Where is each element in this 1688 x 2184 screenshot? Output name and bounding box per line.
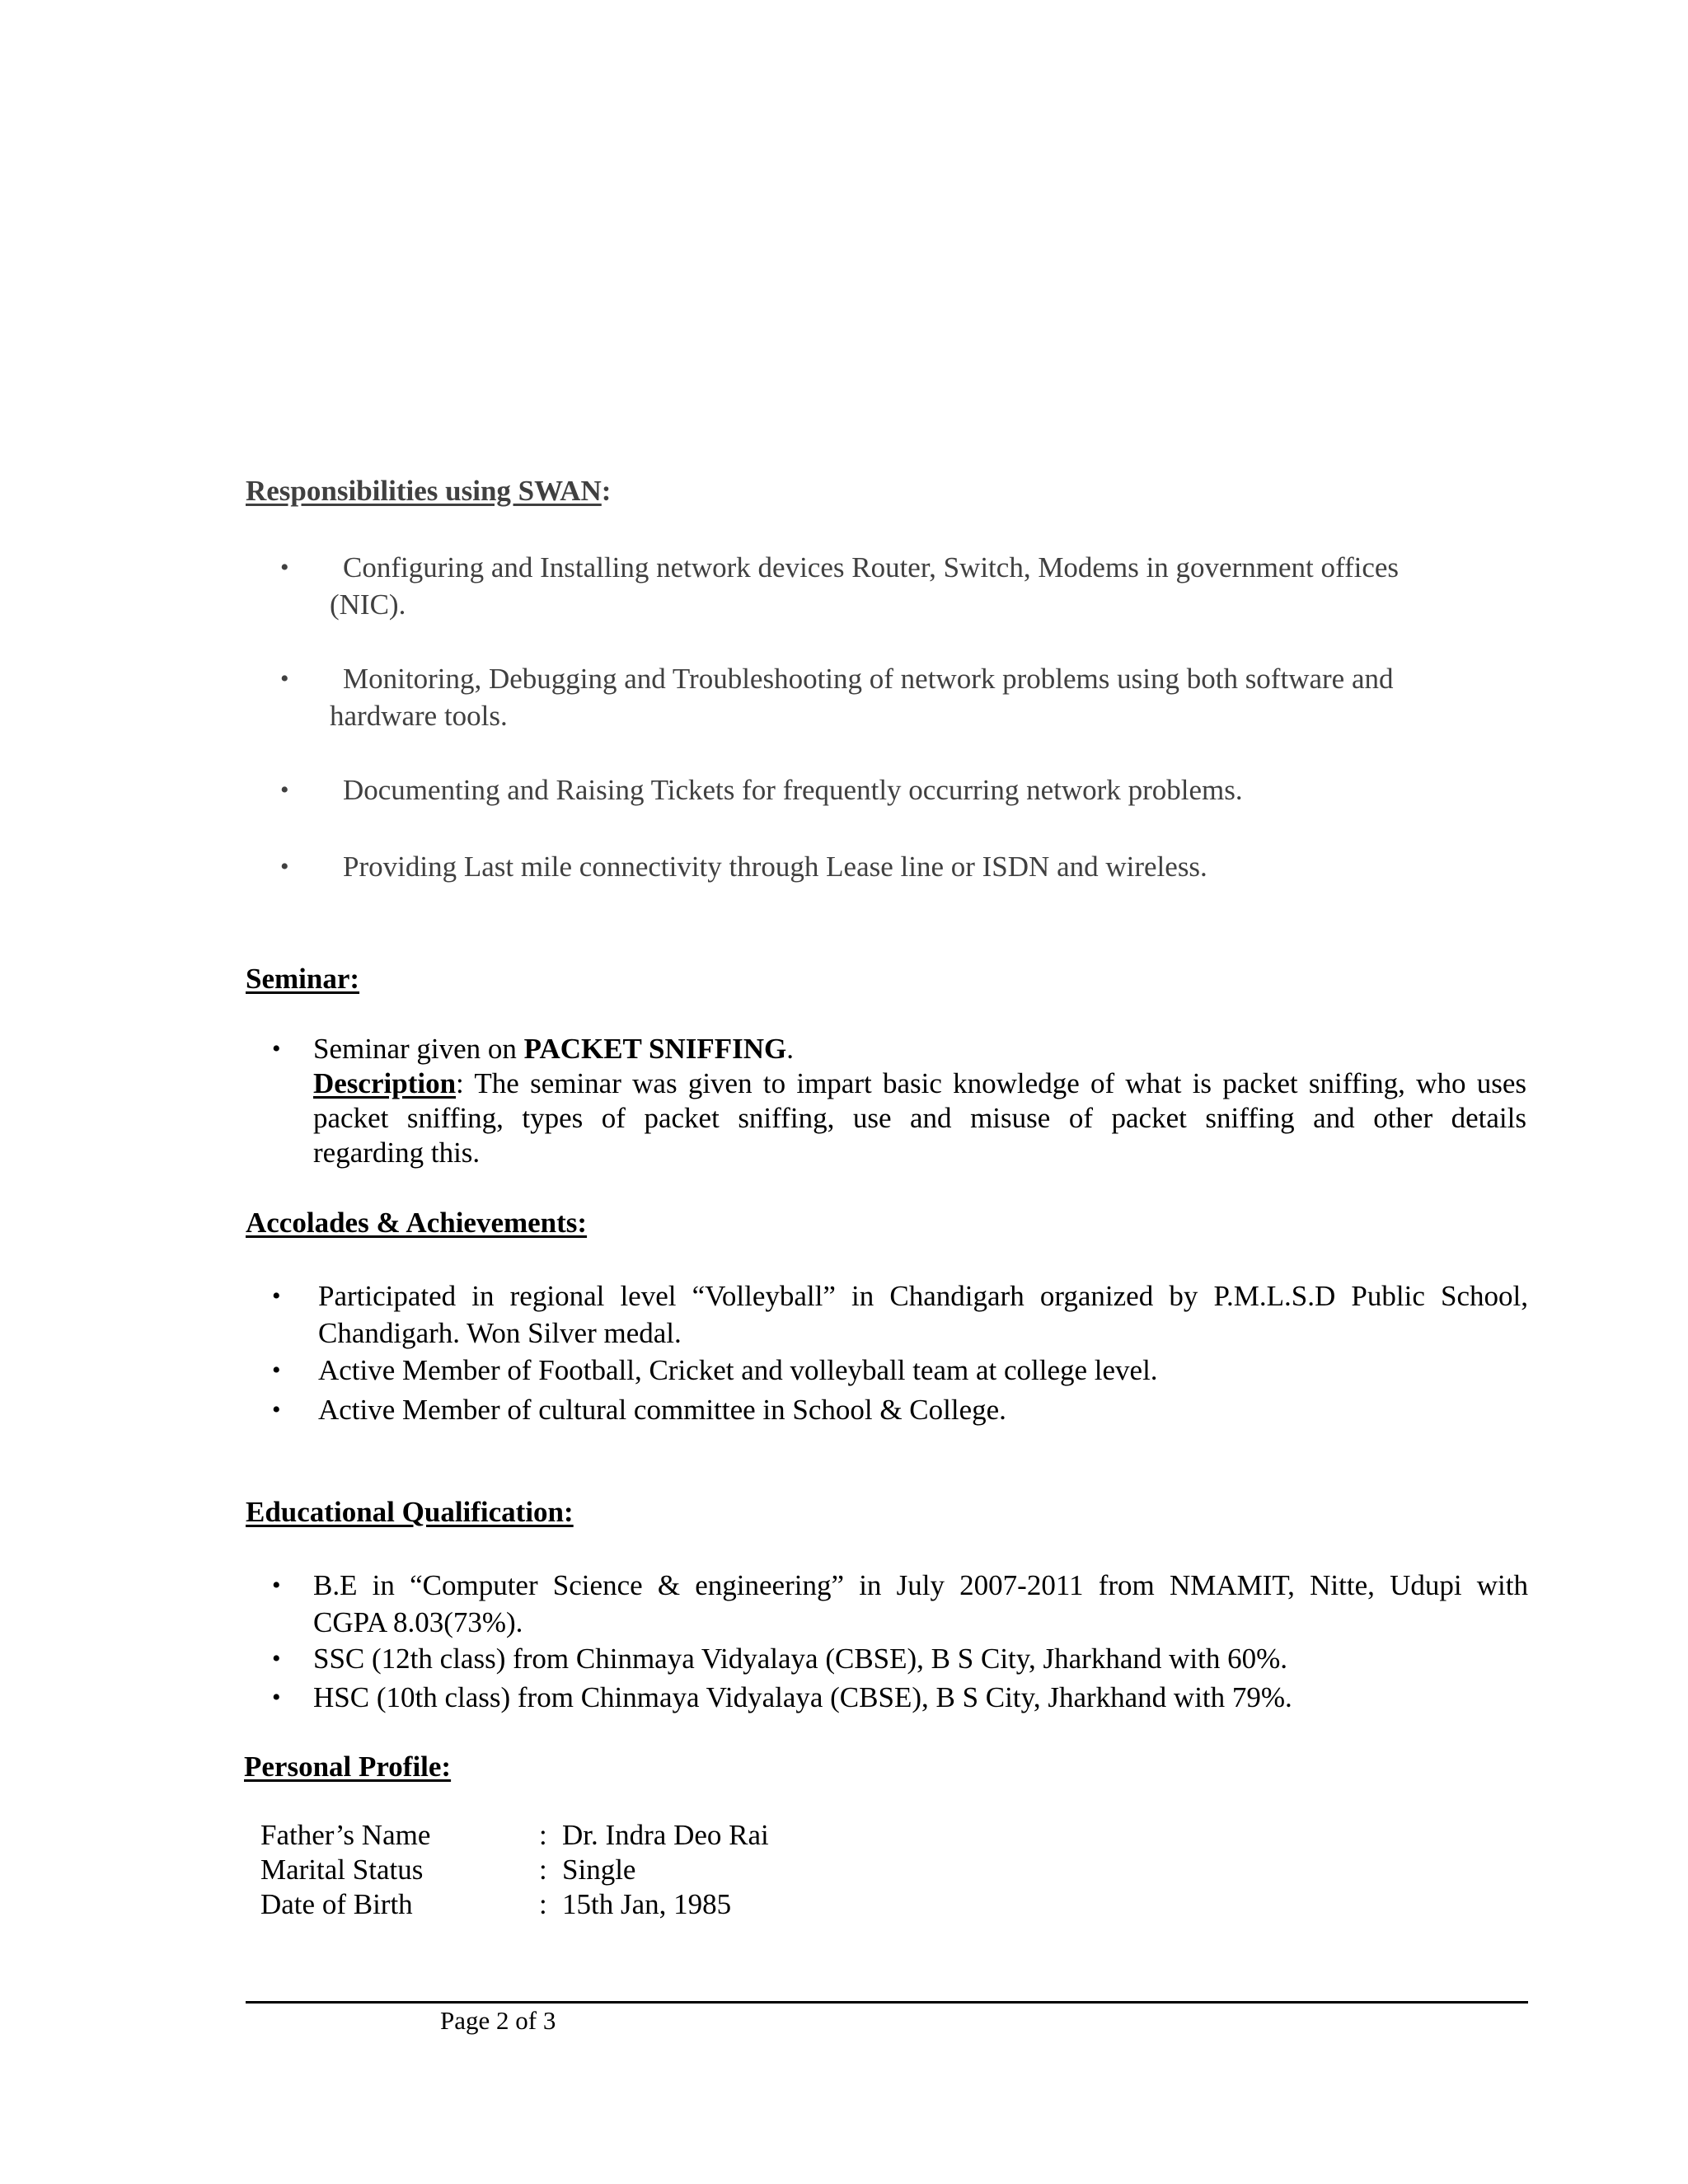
list-item-text: Providing Last mile connectivity through Lease line or ISDN and wireless. xyxy=(343,851,1207,883)
profile-key: Marital Status xyxy=(260,1854,424,1886)
profile-value: 15th Jan, 1985 xyxy=(562,1888,732,1920)
list-item-text: Active Member of Football, Cricket and volleyball team at college level. xyxy=(318,1354,1158,1386)
education-heading-text: Educational Qualification: xyxy=(246,1496,574,1528)
bullet-icon: • xyxy=(280,665,289,692)
seminar-heading xyxy=(246,963,359,996)
profile-colon: : xyxy=(539,1888,547,1920)
profile-colon: : xyxy=(539,1854,547,1886)
bullet-icon: • xyxy=(280,776,289,804)
bullet-icon: • xyxy=(272,1282,281,1310)
list-item-text: Participated in regional level “Volleyball” in Chandigarh organized by P.M.L.S.D Public School, xyxy=(318,1280,1528,1312)
bullet-icon: • xyxy=(272,1684,281,1711)
seminar-item-prefix: Seminar given on xyxy=(313,1033,524,1065)
bullet-icon: • xyxy=(280,853,289,880)
list-item-text: Documenting and Raising Tickets for frequently occurring network problems. xyxy=(343,774,1243,806)
list-item-text-cont: hardware tools. xyxy=(330,700,508,732)
accolades-heading-text: Accolades & Achievements: xyxy=(246,1207,588,1239)
profile-colon: : xyxy=(539,1819,547,1851)
description-line3: regarding this. xyxy=(313,1137,481,1169)
profile-value: Single xyxy=(562,1854,636,1886)
accolades-heading xyxy=(246,1207,587,1240)
bullet-icon: • xyxy=(272,1396,281,1423)
profile-value: Dr. Indra Deo Rai xyxy=(562,1819,769,1851)
list-item-text-cont: (NIC). xyxy=(330,588,406,621)
list-item-text: Active Member of cultural committee in School & College. xyxy=(318,1394,1006,1426)
list-item-text: Monitoring, Debugging and Troubleshooting of network problems using both software and xyxy=(343,663,1394,695)
responsibilities-heading xyxy=(246,475,611,508)
description-label: Description xyxy=(313,1067,457,1099)
responsibilities-heading-colon: : xyxy=(601,475,612,507)
profile-heading-text: Personal Profile: xyxy=(244,1750,452,1783)
profile-key: Date of Birth xyxy=(260,1888,413,1920)
responsibilities-heading-text: Responsibilities using SWAN xyxy=(246,475,602,507)
seminar-topic: PACKET SNIFFING xyxy=(523,1033,787,1065)
description-line2: packet sniffing, types of packet sniffing, use and misuse of packet sniffing and other details xyxy=(313,1102,1526,1134)
list-item-text: SSC (12th class) from Chinmaya Vidyalaya (CBSE), B S City, Jharkhand with 60%. xyxy=(313,1643,1287,1675)
seminar-item-suffix: . xyxy=(786,1033,795,1065)
list-item-text: Configuring and Installing network devices Router, Switch, Modems in government offices xyxy=(343,551,1400,583)
list-item-text-cont: Chandigarh. Won Silver medal. xyxy=(318,1317,682,1349)
bullet-icon: • xyxy=(272,1572,281,1599)
description-line1: : The seminar was given to impart basic knowledge of what is packet sniffing, who uses xyxy=(456,1067,1526,1099)
list-item-text: B.E in “Computer Science & engineering” in July 2007-2011 from NMAMIT, Nitte, Udupi with xyxy=(313,1569,1528,1601)
bullet-icon: • xyxy=(272,1357,281,1384)
bullet-icon: • xyxy=(272,1035,281,1062)
bullet-icon: • xyxy=(272,1645,281,1672)
profile-heading xyxy=(244,1750,451,1783)
list-item-text-cont: CGPA 8.03(73%). xyxy=(313,1606,523,1638)
list-item-text: HSC (10th class) from Chinmaya Vidyalaya (CBSE), B S City, Jharkhand with 79%. xyxy=(313,1681,1292,1713)
education-heading xyxy=(246,1496,574,1529)
footer-divider xyxy=(246,2001,1528,2004)
seminar-description xyxy=(313,1066,1526,1170)
profile-key: Father’s Name xyxy=(260,1819,431,1851)
bullet-icon: • xyxy=(280,554,289,581)
seminar-heading-text: Seminar: xyxy=(246,963,360,995)
page-number: Page 2 of 3 xyxy=(440,2006,556,2035)
